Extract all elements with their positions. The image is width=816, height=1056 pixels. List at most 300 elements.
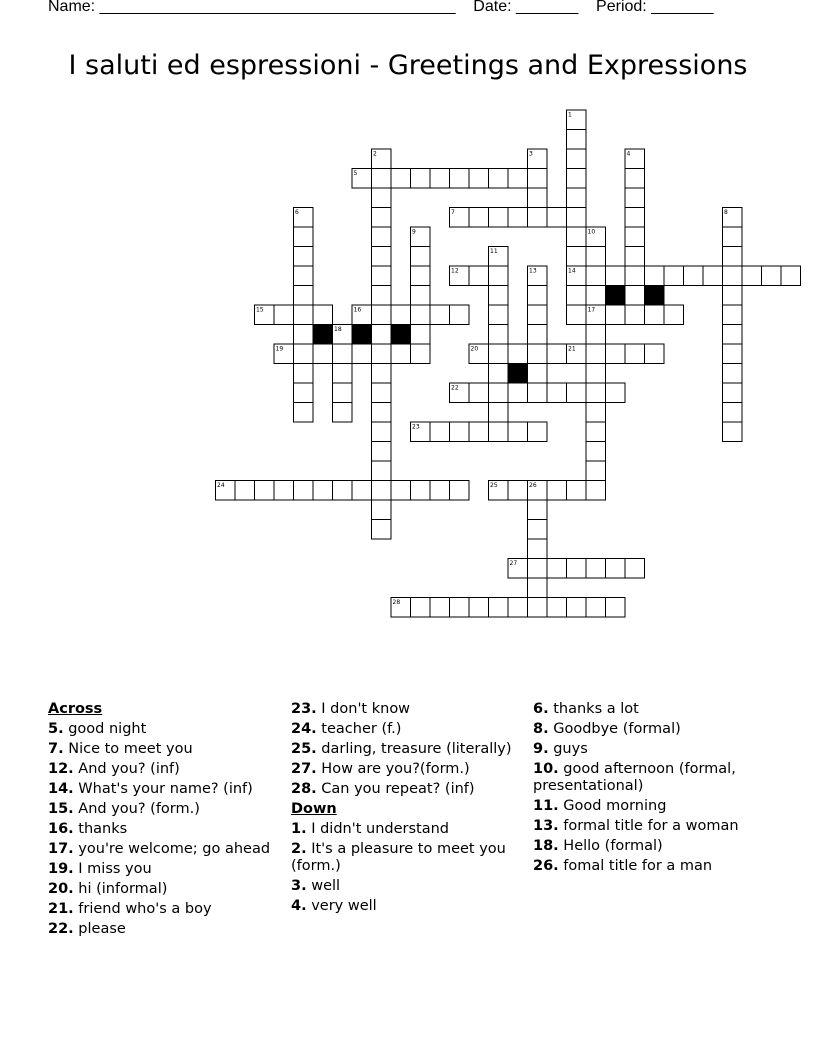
clue-item xyxy=(291,741,523,758)
page-title: I saluti ed espressioni - Greetings and Expressions xyxy=(68,50,748,81)
grid-cell[interactable] xyxy=(372,403,392,423)
grid-cell[interactable] xyxy=(528,598,548,618)
grid-cell[interactable] xyxy=(567,559,587,579)
clue-item xyxy=(48,841,280,858)
grid-cell[interactable] xyxy=(255,481,275,501)
cell-number: 27 xyxy=(509,560,518,567)
grid-cell[interactable] xyxy=(723,344,743,364)
grid-cell[interactable] xyxy=(547,559,567,579)
clue-text: It's a pleasure to meet you (form.) xyxy=(291,841,506,874)
grid-cell[interactable] xyxy=(372,208,392,228)
grid-cell[interactable] xyxy=(274,305,294,325)
grid-cell[interactable] xyxy=(391,344,411,364)
grid-cell[interactable] xyxy=(294,325,314,345)
grid-cell[interactable] xyxy=(411,598,431,618)
clue-text: And you? (form.) xyxy=(73,801,200,817)
grid-cell[interactable] xyxy=(489,208,509,228)
grid-cell[interactable] xyxy=(567,149,587,169)
grid-cell[interactable] xyxy=(411,169,431,189)
clue-item xyxy=(533,858,773,875)
grid-cell[interactable] xyxy=(333,364,353,384)
grid-cell[interactable] xyxy=(586,344,606,364)
grid-cell[interactable] xyxy=(411,325,431,345)
cell-number: 24 xyxy=(217,482,225,489)
clue-number: 19. xyxy=(48,861,74,877)
clue-number: 27. xyxy=(291,761,317,777)
grid-cell[interactable] xyxy=(372,169,392,189)
grid-cell[interactable] xyxy=(528,520,548,540)
grid-cell[interactable] xyxy=(625,305,645,325)
clue-item xyxy=(48,721,280,738)
clue-item xyxy=(533,761,773,795)
clue-number: 24. xyxy=(291,721,317,737)
clue-number: 28. xyxy=(291,781,317,797)
cell-number: 19 xyxy=(275,345,284,353)
clue-text: very well xyxy=(306,898,377,914)
grid-cell[interactable] xyxy=(723,227,743,247)
grid-cell[interactable] xyxy=(528,539,548,559)
grid-cell[interactable] xyxy=(294,344,314,364)
grid-cell[interactable] xyxy=(411,305,431,325)
grid-cell[interactable] xyxy=(430,169,450,189)
black-cell xyxy=(645,286,665,306)
grid-cell[interactable] xyxy=(547,481,567,501)
cell-number: 12 xyxy=(451,267,459,275)
grid-cell[interactable] xyxy=(723,383,743,403)
grid-cell[interactable] xyxy=(489,598,509,618)
clue-heading: Down xyxy=(291,801,337,817)
grid-cell[interactable] xyxy=(586,325,606,345)
grid-cell[interactable] xyxy=(723,403,743,423)
grid-cell[interactable] xyxy=(372,227,392,247)
grid-cell[interactable] xyxy=(372,364,392,384)
clue-number: 9. xyxy=(533,741,549,757)
grid-cell[interactable] xyxy=(469,598,489,618)
grid-cell[interactable] xyxy=(489,403,509,423)
cell-number: 23 xyxy=(412,423,420,431)
clue-text: good afternoon (formal, presentational) xyxy=(533,761,736,794)
grid-cell[interactable] xyxy=(645,344,665,364)
clue-number: 15. xyxy=(48,801,74,817)
grid-cell[interactable] xyxy=(586,442,606,462)
clue-text: well xyxy=(306,878,341,894)
grid-cell[interactable] xyxy=(508,422,528,442)
cell-number: 10 xyxy=(587,228,596,236)
grid-cell[interactable] xyxy=(294,305,314,325)
clue-item xyxy=(533,798,773,815)
clue-text: thanks xyxy=(73,821,128,837)
grid-cell[interactable] xyxy=(411,266,431,286)
clue-item xyxy=(291,781,523,798)
grid-cell[interactable] xyxy=(489,344,509,364)
grid-cell[interactable] xyxy=(625,344,645,364)
cell-number: 5 xyxy=(353,170,358,177)
grid-cell[interactable] xyxy=(606,383,626,403)
grid-cell[interactable] xyxy=(294,383,314,403)
clue-number: 14. xyxy=(48,781,74,797)
clue-item xyxy=(533,838,773,855)
cell-number: 14 xyxy=(568,267,576,275)
grid-cell[interactable] xyxy=(411,286,431,306)
grid-cell[interactable] xyxy=(411,247,431,267)
grid-cell[interactable] xyxy=(586,598,606,618)
grid-cell[interactable] xyxy=(372,344,392,364)
grid-cell[interactable] xyxy=(372,481,392,501)
grid-cell[interactable] xyxy=(313,344,333,364)
clue-number: 3. xyxy=(291,878,307,894)
clue-number: 23. xyxy=(291,701,317,717)
grid-cell[interactable] xyxy=(528,364,548,384)
grid-cell[interactable] xyxy=(391,169,411,189)
grid-cell[interactable] xyxy=(333,383,353,403)
grid-cell[interactable] xyxy=(528,383,548,403)
grid-cell[interactable] xyxy=(723,247,743,267)
cell-number: 4 xyxy=(626,150,631,158)
clue-number: 21. xyxy=(48,901,74,917)
clue-number: 26. xyxy=(533,858,559,874)
grid-cell[interactable] xyxy=(547,598,567,618)
grid-cell[interactable] xyxy=(781,266,801,286)
grid-cell[interactable] xyxy=(625,208,645,228)
student-info-line: Name: ________________________________________ Date: _______ Period: _______ xyxy=(48,0,714,15)
clue-text: please xyxy=(73,921,126,937)
clue-text: fomal title for a man xyxy=(558,858,713,874)
grid-cell[interactable] xyxy=(489,422,509,442)
grid-cell[interactable] xyxy=(469,208,489,228)
grid-cell[interactable] xyxy=(508,344,528,364)
grid-cell[interactable] xyxy=(430,305,450,325)
grid-cell[interactable] xyxy=(313,305,333,325)
clue-number: 8. xyxy=(533,721,549,737)
grid-cell[interactable] xyxy=(586,266,606,286)
grid-cell[interactable] xyxy=(469,422,489,442)
grid-cell[interactable] xyxy=(567,227,587,247)
cell-number: 9 xyxy=(412,228,416,236)
clue-text: Goodbye (formal) xyxy=(548,721,681,737)
grid-cell[interactable] xyxy=(664,266,684,286)
cell-number: 11 xyxy=(490,248,498,255)
grid-cell[interactable] xyxy=(372,286,392,306)
cell-number: 13 xyxy=(529,267,537,275)
clue-number: 2. xyxy=(291,841,307,857)
clue-item xyxy=(48,761,280,778)
grid-cell[interactable] xyxy=(528,325,548,345)
grid-cell[interactable] xyxy=(664,305,684,325)
clue-number: 4. xyxy=(291,898,307,914)
clue-item xyxy=(48,781,280,798)
grid-cell[interactable] xyxy=(450,305,470,325)
clue-item xyxy=(533,701,773,718)
grid-cell[interactable] xyxy=(411,344,431,364)
grid-cell[interactable] xyxy=(372,500,392,520)
grid-cell[interactable] xyxy=(528,500,548,520)
grid-cell[interactable] xyxy=(625,227,645,247)
clue-item xyxy=(291,761,523,778)
clue-item xyxy=(533,818,773,835)
grid-cell[interactable] xyxy=(742,266,762,286)
grid-cell[interactable] xyxy=(606,305,626,325)
grid-cell[interactable] xyxy=(723,422,743,442)
grid-cell[interactable] xyxy=(294,247,314,267)
clue-text: Nice to meet you xyxy=(63,741,193,757)
grid-cell[interactable] xyxy=(372,188,392,208)
clue-text: I miss you xyxy=(73,861,152,877)
grid-cell[interactable] xyxy=(567,383,587,403)
grid-cell[interactable] xyxy=(684,266,704,286)
grid-cell[interactable] xyxy=(703,266,723,286)
grid-cell[interactable] xyxy=(489,325,509,345)
cell-number: 18 xyxy=(334,326,342,333)
clue-heading: Across xyxy=(48,701,103,717)
grid-cell[interactable] xyxy=(508,169,528,189)
grid-cell[interactable] xyxy=(333,403,353,423)
clue-number: 7. xyxy=(48,741,64,757)
grid-cell[interactable] xyxy=(294,364,314,384)
cell-number: 20 xyxy=(470,345,479,353)
grid-cell[interactable] xyxy=(450,598,470,618)
grid-cell[interactable] xyxy=(723,364,743,384)
clue-column-2 xyxy=(291,701,523,918)
cell-number: 7 xyxy=(451,209,455,216)
grid-cell[interactable] xyxy=(469,383,489,403)
clue-text: I didn't understand xyxy=(306,821,449,837)
grid-cell[interactable] xyxy=(567,481,587,501)
grid-cell[interactable] xyxy=(606,266,626,286)
grid-cell[interactable] xyxy=(489,305,509,325)
clue-text: hi (informal) xyxy=(73,881,168,897)
clue-number: 18. xyxy=(533,838,559,854)
grid-cell[interactable] xyxy=(372,383,392,403)
clue-number: 22. xyxy=(48,921,74,937)
clue-number: 20. xyxy=(48,881,74,897)
cell-number: 2 xyxy=(373,150,377,158)
cell-number: 26 xyxy=(529,482,537,489)
grid-cell[interactable] xyxy=(508,208,528,228)
grid-cell[interactable] xyxy=(567,130,587,150)
clue-text: formal title for a woman xyxy=(558,818,739,834)
clue-item xyxy=(533,721,773,738)
grid-cell[interactable] xyxy=(547,383,567,403)
grid-cell[interactable] xyxy=(528,188,548,208)
grid-cell[interactable] xyxy=(313,481,333,501)
clue-text: thanks a lot xyxy=(548,701,639,717)
grid-cell[interactable] xyxy=(567,208,587,228)
cell-number: 28 xyxy=(392,599,401,606)
grid-cell[interactable] xyxy=(450,481,470,501)
clue-number: 11. xyxy=(533,798,559,814)
grid-cell[interactable] xyxy=(528,286,548,306)
clue-item xyxy=(533,741,773,758)
grid-cell[interactable] xyxy=(723,325,743,345)
grid-cell[interactable] xyxy=(645,305,665,325)
black-cell xyxy=(508,364,528,384)
clue-text: teacher (f.) xyxy=(316,721,402,737)
grid-cell[interactable] xyxy=(372,266,392,286)
clue-item xyxy=(48,801,280,818)
grid-cell[interactable] xyxy=(625,247,645,267)
grid-cell[interactable] xyxy=(547,344,567,364)
grid-cell[interactable] xyxy=(567,286,587,306)
clue-column-3 xyxy=(533,701,773,878)
grid-cell[interactable] xyxy=(294,266,314,286)
grid-cell[interactable] xyxy=(625,559,645,579)
grid-cell[interactable] xyxy=(606,344,626,364)
clue-number: 6. xyxy=(533,701,549,717)
grid-cell[interactable] xyxy=(372,442,392,462)
cell-number: 8 xyxy=(724,209,728,216)
cell-number: 6 xyxy=(295,209,299,216)
grid-cell[interactable] xyxy=(762,266,782,286)
grid-cell[interactable] xyxy=(645,266,665,286)
grid-cell[interactable] xyxy=(372,461,392,481)
grid-cell[interactable] xyxy=(372,422,392,442)
grid-cell[interactable] xyxy=(372,520,392,540)
grid-cell[interactable] xyxy=(586,383,606,403)
grid-cell[interactable] xyxy=(508,481,528,501)
clue-item xyxy=(291,701,523,718)
grid-cell[interactable] xyxy=(274,481,294,501)
clue-text: darling, treasure (literally) xyxy=(316,741,512,757)
clue-number: 17. xyxy=(48,841,74,857)
clue-item xyxy=(48,741,280,758)
clue-number: 16. xyxy=(48,821,74,837)
grid-cell[interactable] xyxy=(372,305,392,325)
clue-number: 10. xyxy=(533,761,559,777)
clue-item xyxy=(48,821,280,838)
grid-cell[interactable] xyxy=(528,578,548,598)
clue-number: 25. xyxy=(291,741,317,757)
clue-text: Hello (formal) xyxy=(558,838,663,854)
clue-number: 13. xyxy=(533,818,559,834)
grid-cell[interactable] xyxy=(625,169,645,189)
grid-cell[interactable] xyxy=(333,344,353,364)
clue-text: How are you?(form.) xyxy=(316,761,470,777)
grid-cell[interactable] xyxy=(567,247,587,267)
grid-cell[interactable] xyxy=(723,305,743,325)
grid-cell[interactable] xyxy=(372,247,392,267)
grid-cell[interactable] xyxy=(528,344,548,364)
grid-cell[interactable] xyxy=(508,598,528,618)
grid-cell[interactable] xyxy=(411,481,431,501)
grid-cell[interactable] xyxy=(294,286,314,306)
clue-text: What's your name? (inf) xyxy=(73,781,253,797)
grid-cell[interactable] xyxy=(489,364,509,384)
grid-cell[interactable] xyxy=(547,208,567,228)
grid-cell[interactable] xyxy=(333,481,353,501)
grid-cell[interactable] xyxy=(352,344,372,364)
grid-cell[interactable] xyxy=(294,481,314,501)
clue-item xyxy=(291,821,523,838)
grid-cell[interactable] xyxy=(586,364,606,384)
grid-cell[interactable] xyxy=(606,598,626,618)
grid-cell[interactable] xyxy=(489,383,509,403)
clue-text: Good morning xyxy=(558,798,667,814)
grid-cell[interactable] xyxy=(723,286,743,306)
grid-cell[interactable] xyxy=(489,169,509,189)
grid-cell[interactable] xyxy=(469,266,489,286)
clue-number: 12. xyxy=(48,761,74,777)
cell-number: 25 xyxy=(490,482,498,489)
grid-cell[interactable] xyxy=(586,481,606,501)
grid-cell[interactable] xyxy=(625,266,645,286)
grid-cell[interactable] xyxy=(528,169,548,189)
cell-number: 3 xyxy=(529,150,533,158)
grid-cell[interactable] xyxy=(508,383,528,403)
clue-number: 5. xyxy=(48,721,64,737)
clue-item xyxy=(48,921,280,938)
grid-cell[interactable] xyxy=(430,598,450,618)
clue-text: guys xyxy=(548,741,588,757)
black-cell xyxy=(352,325,372,345)
grid-cell[interactable] xyxy=(430,422,450,442)
grid-cell[interactable] xyxy=(391,305,411,325)
cell-number: 21 xyxy=(568,345,576,353)
grid-cell[interactable] xyxy=(391,481,411,501)
grid-cell[interactable] xyxy=(352,481,372,501)
grid-cell[interactable] xyxy=(450,169,470,189)
grid-cell[interactable] xyxy=(586,286,606,306)
grid-cell[interactable] xyxy=(586,422,606,442)
grid-cell[interactable] xyxy=(469,169,489,189)
grid-cell[interactable] xyxy=(567,188,587,208)
grid-cell[interactable] xyxy=(586,403,606,423)
grid-cell[interactable] xyxy=(294,403,314,423)
clue-item xyxy=(48,901,280,918)
grid-cell[interactable] xyxy=(528,208,548,228)
cell-number: 17 xyxy=(587,306,596,314)
cell-number: 15 xyxy=(256,306,264,314)
grid-cell[interactable] xyxy=(489,266,509,286)
grid-cell[interactable] xyxy=(294,227,314,247)
clue-item xyxy=(291,898,523,915)
grid-cell[interactable] xyxy=(450,422,470,442)
clue-text: good night xyxy=(63,721,147,737)
grid-cell[interactable] xyxy=(606,559,626,579)
black-cell xyxy=(313,325,333,345)
black-cell xyxy=(391,325,411,345)
grid-cell[interactable] xyxy=(625,286,645,306)
grid-cell[interactable] xyxy=(235,481,255,501)
grid-cell[interactable] xyxy=(567,598,587,618)
grid-cell[interactable] xyxy=(489,286,509,306)
clue-text: you're welcome; go ahead xyxy=(73,841,271,857)
clue-number: 1. xyxy=(291,821,307,837)
grid-cell[interactable] xyxy=(586,247,606,267)
clue-item xyxy=(291,841,523,875)
black-cell xyxy=(606,286,626,306)
grid-cell[interactable] xyxy=(625,188,645,208)
grid-cell[interactable] xyxy=(372,325,392,345)
clue-text: friend who's a boy xyxy=(73,901,212,917)
clue-item xyxy=(291,878,523,895)
clue-text: And you? (inf) xyxy=(73,761,180,777)
grid-cell[interactable] xyxy=(528,559,548,579)
grid-cell[interactable] xyxy=(567,305,587,325)
cell-number: 16 xyxy=(353,306,362,314)
grid-cell[interactable] xyxy=(723,266,743,286)
grid-cell[interactable] xyxy=(528,422,548,442)
grid-cell[interactable] xyxy=(586,559,606,579)
grid-cell[interactable] xyxy=(586,461,606,481)
grid-cell[interactable] xyxy=(528,305,548,325)
grid-cell[interactable] xyxy=(430,481,450,501)
clue-text: I don't know xyxy=(316,701,411,717)
clue-item xyxy=(291,721,523,738)
clue-text: Can you repeat? (inf) xyxy=(316,781,475,797)
cell-number: 22 xyxy=(451,384,459,392)
grid-cell[interactable] xyxy=(567,169,587,189)
clue-item xyxy=(48,881,280,898)
